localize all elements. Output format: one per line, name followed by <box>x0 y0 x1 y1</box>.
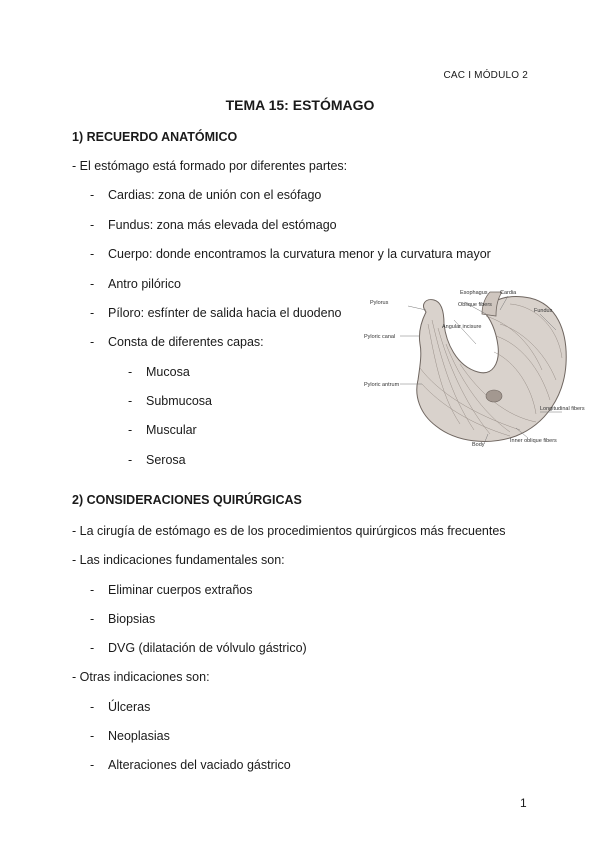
label-oblique-fibers: Oblique fibers <box>458 302 492 308</box>
label-angular-incisure: Angular incisure <box>442 324 482 330</box>
label-cardia: Cardia <box>500 290 517 296</box>
paragraph: - Las indicaciones fundamentales son: <box>72 553 285 567</box>
label-fundus: Fundus <box>534 308 553 314</box>
label-pyloric-antrum: Pyloric antrum <box>364 382 400 388</box>
label-esophagus: Esophagus <box>460 290 488 296</box>
label-pylorus: Pylorus <box>370 300 389 306</box>
page-number: 1 <box>520 796 527 810</box>
label-pyloric-canal: Pyloric canal <box>364 334 396 340</box>
stomach-illustration <box>360 284 592 452</box>
section-heading-anatomy: 1) RECUERDO ANATÓMICO <box>72 130 238 144</box>
page-title: TEMA 15: ESTÓMAGO <box>225 97 375 113</box>
label-body: Body <box>472 442 485 448</box>
paragraph: - La cirugía de estómago es de los procedimientos quirúrgicos más frecuentes <box>72 524 506 538</box>
label-inner-oblique-fibers: Inner oblique fibers <box>510 438 557 444</box>
label-longitudinal-fibers: Longitudinal fibers <box>540 406 585 412</box>
paragraph: - Otras indicaciones son: <box>72 670 210 684</box>
section-heading-surgery: 2) CONSIDERACIONES QUIRÚRGICAS <box>72 493 302 507</box>
section-intro: - El estómago está formado por diferentes partes: <box>72 159 348 173</box>
header-course: CAC I MÓDULO 2 <box>443 70 528 81</box>
